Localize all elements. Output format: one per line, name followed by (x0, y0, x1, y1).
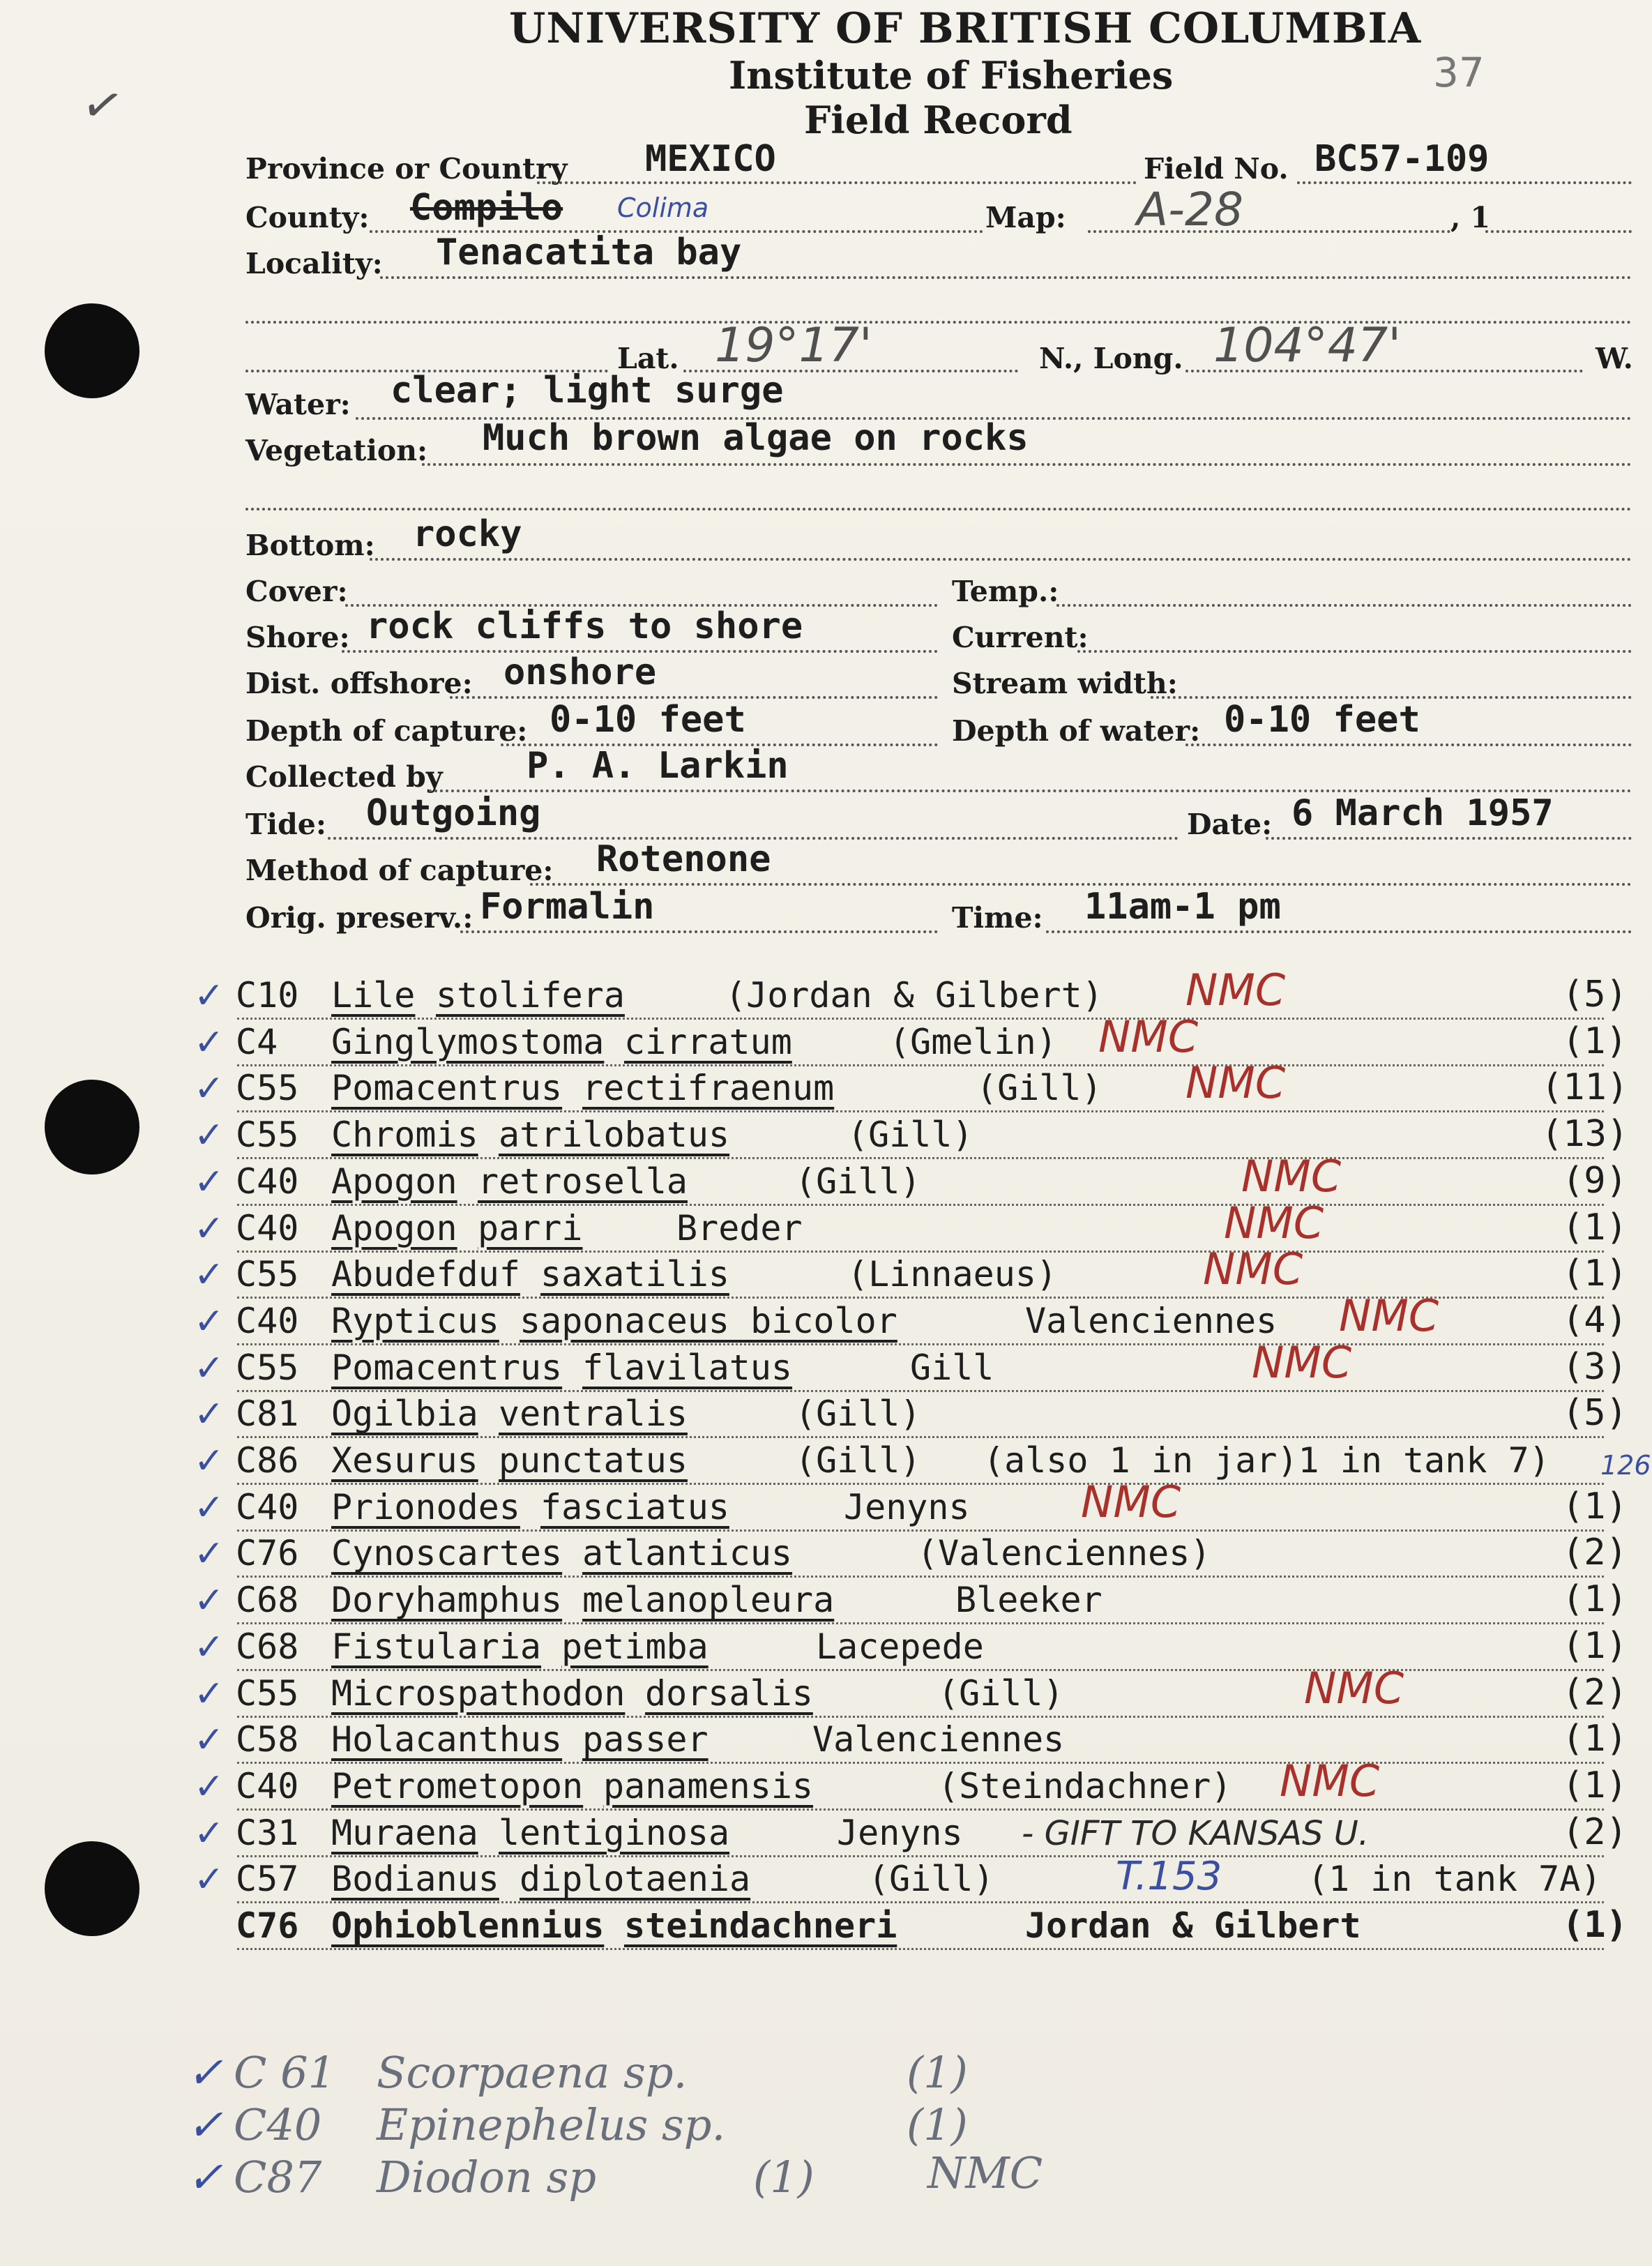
species-row (0, 1854, 1652, 1905)
row-line (237, 1529, 1604, 1532)
species-note: T.153 (1116, 1854, 1222, 1900)
check-mark-icon: ✓ (194, 1580, 225, 1622)
species-author: (Gill) (868, 1859, 994, 1900)
species-genus: Petrometopon (331, 1765, 584, 1806)
species-code: C55 (236, 1068, 299, 1109)
species-code: C40 (236, 1765, 299, 1806)
row-line (237, 1855, 1604, 1857)
row-line (237, 1622, 1604, 1624)
check-mark-icon: ✓ (194, 1765, 225, 1808)
check-mark-icon: ✓ (194, 1533, 225, 1576)
species-epithet: rectifraenum (582, 1068, 835, 1109)
species-code: C57 (236, 1859, 299, 1900)
species-note: NMC (1224, 1197, 1324, 1248)
west-label: W. (1596, 342, 1633, 375)
species-author: Bleeker (955, 1580, 1102, 1621)
species-author: (Steindachner) (938, 1765, 1232, 1806)
species-row (0, 1580, 1652, 1626)
pencil-note: NMC (927, 2147, 1043, 2198)
species-genus: Microspathodon (331, 1672, 626, 1714)
species-epithet: retrosella (478, 1161, 688, 1202)
species-author: (Valenciennes) (917, 1533, 1211, 1574)
tide-label: Tide: (245, 808, 326, 841)
species-code: C86 (236, 1440, 299, 1481)
species-epithet: parri (478, 1207, 583, 1248)
species-count: (1) (1562, 1578, 1628, 1621)
species-row (0, 1150, 1652, 1207)
species-row (0, 1011, 1652, 1068)
species-epithet: saponaceus bicolor (520, 1300, 897, 1341)
species-author: Gill (910, 1347, 994, 1388)
pencil-code: C87 (234, 2152, 322, 2203)
check-mark-icon: ✓ (187, 2152, 223, 2203)
species-epithet: petimba (561, 1626, 708, 1667)
vegetation-value: Much brown algae on rocks (483, 417, 1029, 459)
species-code: C10 (236, 975, 299, 1015)
bottom-label: Bottom: (245, 529, 375, 562)
check-mark-icon: ✓ (194, 1300, 225, 1343)
species-note: NMC (1280, 1755, 1380, 1806)
species-genus: Abudefduf (331, 1254, 520, 1295)
species-epithet: melanopleura (582, 1580, 835, 1621)
species-count: (9) (1562, 1159, 1628, 1202)
species-code: C55 (236, 1115, 299, 1156)
orig-preserv-label: Orig. preserv.: (245, 901, 473, 935)
species-genus: Bodianus (331, 1859, 499, 1900)
locality-line (380, 276, 1632, 279)
species-author: Valenciennes (1025, 1300, 1278, 1341)
species-row (0, 1057, 1652, 1114)
species-code: C55 (236, 1347, 299, 1388)
species-note: NMC (1098, 1011, 1199, 1062)
province-value: MEXICO (645, 138, 776, 180)
species-genus: Holacanthus (331, 1719, 563, 1760)
species-author: (Gill) (847, 1115, 973, 1156)
date-label: Date: (1187, 808, 1273, 841)
species-epithet: lentiginosa (499, 1812, 730, 1853)
species-code: C40 (236, 1300, 299, 1341)
tide-value: Outgoing (366, 792, 541, 834)
row-line (237, 1483, 1604, 1485)
field-no-label: Field No. (1144, 152, 1289, 186)
date-value: 6 March 1957 (1291, 792, 1554, 834)
current-label: Current: (952, 621, 1089, 654)
species-author: Lacepede (816, 1626, 984, 1667)
species-note: NMC (1081, 1476, 1181, 1527)
map-label: Map: (985, 201, 1066, 234)
species-author: Breder (676, 1207, 803, 1248)
species-author: (Jordan & Gilbert) (725, 975, 1103, 1015)
species-count: (5) (1562, 1392, 1628, 1435)
row-line (237, 1436, 1604, 1438)
species-note: NMC (1252, 1336, 1352, 1388)
species-genus: Ginglymostoma (331, 1021, 605, 1062)
species-count: (1) (1562, 1253, 1628, 1295)
species-genus: Doryhamphus (331, 1580, 563, 1621)
depth-capture-label: Depth of capture: (245, 714, 528, 748)
species-row (0, 1440, 1652, 1486)
bottom-value: rocky (413, 513, 522, 555)
check-mark-icon: ✓ (187, 2047, 223, 2098)
row-line (237, 1901, 1604, 1903)
map-suffix-line (1485, 230, 1632, 233)
punch-hole (45, 303, 139, 398)
row-line (237, 1762, 1604, 1764)
pencil-name: Diodon sp (377, 2152, 597, 2203)
check-mark-icon: ✓ (194, 1440, 225, 1482)
vegetation-line (422, 463, 1632, 466)
species-author: Jenyns (844, 1486, 970, 1527)
species-row (0, 1533, 1652, 1579)
species-epithet: atrilobatus (499, 1115, 730, 1156)
species-row (0, 965, 1652, 1021)
time-label: Time: (952, 901, 1043, 935)
pencil-count: (1) (753, 2152, 814, 2203)
dist-offshore-label: Dist. offshore: (245, 667, 473, 700)
row-line (237, 1808, 1604, 1811)
species-row (0, 1813, 1652, 1859)
stream-width-label: Stream width: (952, 667, 1178, 700)
species-extra-note: (1 in tank 7A) (1308, 1859, 1602, 1900)
pencil-code: C 61 (234, 2047, 336, 2098)
species-genus: Ogilbia (331, 1393, 478, 1435)
species-count: (1) (1562, 1624, 1628, 1667)
species-author: (Gill) (795, 1440, 921, 1481)
university-title: UNIVERSITY OF BRITISH COLUMBIA (509, 4, 1422, 53)
method-label: Method of capture: (245, 854, 554, 887)
province-line (537, 181, 1137, 184)
species-count: (2) (1562, 1671, 1628, 1714)
check-mark-icon: ✓ (194, 1115, 225, 1157)
species-genus: Pomacentrus (331, 1068, 563, 1109)
species-count: (1) (1562, 1904, 1628, 1946)
row-line (237, 1251, 1604, 1253)
shore-label: Shore: (245, 621, 350, 654)
lat-value: 19°17' (715, 318, 872, 373)
water-label: Water: (245, 388, 351, 421)
species-note: - GIFT TO KANSAS U. (1022, 1813, 1370, 1853)
row-line (237, 1157, 1604, 1159)
map-value: A-28 (1137, 183, 1243, 236)
shore-value: rock cliffs to shore (366, 605, 803, 647)
species-code: C55 (236, 1672, 299, 1714)
species-code: C40 (236, 1486, 299, 1527)
species-genus: Rypticus (331, 1300, 499, 1341)
vegetation-label: Vegetation: (245, 434, 428, 467)
species-code: C4 (236, 1021, 278, 1062)
check-mark-icon: ✓ (194, 1161, 225, 1203)
row-line (237, 1576, 1604, 1578)
county-struck-value: Compilo (410, 187, 563, 229)
species-genus: Muraena (331, 1812, 478, 1853)
species-epithet: saxatilis (540, 1254, 729, 1295)
temp-label: Temp.: (952, 575, 1059, 608)
species-author: (Gmelin) (889, 1021, 1057, 1062)
species-count: (1) (1562, 1485, 1628, 1527)
pencil-count: (1) (907, 2099, 968, 2150)
check-mark-icon: ✓ (194, 1347, 225, 1389)
row-line (237, 1343, 1604, 1345)
species-row (0, 1115, 1652, 1161)
province-label: Province or Country (245, 152, 568, 186)
pencil-count: (1) (907, 2047, 968, 2098)
species-author: Valenciennes (812, 1719, 1065, 1760)
species-count: (5) (1562, 974, 1628, 1015)
method-line (530, 883, 1632, 886)
institute-title: Institute of Fisheries (729, 53, 1174, 98)
species-epithet: passer (582, 1719, 708, 1760)
species-author: Jordan & Gilbert (1025, 1905, 1361, 1946)
species-note: NMC (1203, 1244, 1303, 1295)
species-count: (2) (1562, 1811, 1628, 1853)
species-epithet: dorsalis (645, 1672, 813, 1714)
page-number: 37 (1433, 49, 1485, 96)
species-code: C58 (236, 1719, 299, 1760)
time-line (1046, 930, 1632, 933)
species-genus: Apogon (331, 1207, 457, 1248)
species-code: C76 (236, 1533, 299, 1574)
row-line (237, 1716, 1604, 1718)
species-count: (4) (1562, 1299, 1628, 1341)
species-author: (Gill) (795, 1161, 921, 1202)
check-mark-icon: ✓ (194, 1672, 225, 1715)
orig-preserv-value: Formalin (480, 886, 655, 928)
locality-label: Locality: (245, 247, 383, 280)
species-code: C40 (236, 1207, 299, 1248)
record-title: Field Record (804, 98, 1073, 142)
species-count: (2) (1562, 1532, 1628, 1574)
pencil-code: C40 (234, 2099, 322, 2150)
county-label: County: (245, 201, 370, 234)
species-row (0, 1662, 1652, 1719)
field-no-value: BC57-109 (1314, 138, 1490, 180)
locality-value: Tenacatita bay (436, 232, 742, 273)
vegetation-line-2 (245, 508, 1632, 511)
species-row (0, 1336, 1652, 1393)
row-line (237, 1064, 1604, 1066)
county-handwritten: Colima (617, 192, 709, 223)
field-no-line (1297, 181, 1632, 184)
water-value: clear; light surge (391, 370, 784, 411)
species-note: NMC (1185, 965, 1286, 1015)
check-mark-icon: ✓ (194, 1626, 225, 1668)
species-genus: Cynoscartes (331, 1533, 563, 1574)
bottom-line (370, 558, 1632, 561)
time-value: 11am-1 pm (1084, 886, 1281, 928)
species-code: C40 (236, 1161, 299, 1202)
species-count: 126 (1600, 1450, 1651, 1481)
temp-line (1056, 604, 1632, 607)
species-epithet: punctatus (499, 1440, 688, 1481)
species-code: C31 (236, 1812, 299, 1853)
row-line (237, 1204, 1604, 1206)
species-author: (Gill) (938, 1672, 1064, 1714)
species-code: C68 (236, 1580, 299, 1621)
species-count: (1) (1562, 1764, 1628, 1806)
species-row (0, 1393, 1652, 1440)
species-row (0, 1290, 1652, 1347)
check-mark-icon: ✓ (194, 1393, 225, 1436)
species-epithet: flavilatus (582, 1347, 793, 1388)
species-count: (1) (1562, 1020, 1628, 1062)
lat-label: Lat. (617, 342, 679, 375)
species-genus: Xesurus (331, 1440, 478, 1481)
check-mark-icon: ✓ (194, 1719, 225, 1762)
cover-label: Cover: (245, 575, 348, 608)
species-author: (Gill) (976, 1068, 1102, 1109)
dist-offshore-value: onshore (503, 651, 657, 693)
depth-capture-value: 0-10 feet (550, 699, 746, 741)
species-row (0, 1626, 1652, 1672)
species-count: (13) (1541, 1113, 1629, 1156)
species-row (0, 1719, 1652, 1765)
species-epithet: diplotaenia (520, 1859, 751, 1900)
locality-line-2 (245, 321, 1632, 324)
date-line (1266, 837, 1632, 840)
species-genus: Fistularia (331, 1626, 542, 1667)
species-count: (1) (1562, 1718, 1628, 1760)
species-epithet: cirratum (624, 1021, 792, 1062)
row-line (237, 1390, 1604, 1392)
species-genus: Lile (331, 975, 416, 1015)
species-row (0, 1197, 1652, 1254)
row-line (237, 1948, 1604, 1950)
species-genus: Chromis (331, 1115, 478, 1156)
check-mark-icon: ✓ (194, 1812, 225, 1855)
orig-preserv-line (460, 930, 938, 933)
species-code: C81 (236, 1393, 299, 1435)
species-note: NMC (1185, 1057, 1286, 1109)
species-genus: Apogon (331, 1161, 457, 1202)
check-mark-icon: ✓ (194, 975, 225, 1017)
long-value: 104°47' (1213, 318, 1402, 373)
species-count: (3) (1562, 1345, 1628, 1388)
check-mark-icon: ✓ (194, 1021, 225, 1064)
depth-water-value: 0-10 feet (1224, 699, 1420, 741)
collected-by-value: P. A. Larkin (526, 745, 789, 787)
species-row (0, 1476, 1652, 1533)
row-line (237, 1018, 1604, 1020)
species-epithet: panamensis (603, 1765, 814, 1806)
check-mark-icon: ✓ (194, 1254, 225, 1297)
check-mark-icon: ✓ (194, 1486, 225, 1529)
pencil-name: Scorpaena sp. (377, 2047, 688, 2098)
species-genus: Prionodes (331, 1486, 520, 1527)
species-note: NMC (1339, 1290, 1439, 1341)
species-author: (Gill) (795, 1393, 921, 1435)
check-mark-icon: ✓ (194, 1859, 225, 1901)
species-epithet: fasciatus (540, 1486, 729, 1527)
species-row (0, 1755, 1652, 1812)
row-line (237, 1110, 1604, 1112)
species-note: NMC (1304, 1662, 1404, 1714)
species-row (0, 1905, 1652, 1951)
species-author: (Linnaeus) (847, 1254, 1058, 1295)
species-epithet: stolifera (436, 975, 625, 1015)
species-epithet: steindachneri (624, 1905, 897, 1946)
species-note: (also 1 in jar)1 in tank 7) (983, 1440, 1550, 1481)
species-author: Jenyns (837, 1812, 963, 1853)
species-code: C76 (236, 1905, 299, 1946)
pencil-name: Epinephelus sp. (377, 2099, 726, 2150)
method-value: Rotenone (596, 838, 771, 880)
depth-water-line (1185, 743, 1632, 746)
species-epithet: atlanticus (582, 1533, 793, 1574)
species-count: (11) (1541, 1066, 1629, 1109)
species-count: (1) (1562, 1206, 1628, 1248)
check-mark-icon: ✓ (194, 1207, 225, 1250)
map-suffix: , 1 (1450, 201, 1491, 234)
species-code: C55 (236, 1254, 299, 1295)
check-mark-icon: ✓ (194, 1068, 225, 1110)
species-genus: Pomacentrus (331, 1347, 563, 1388)
current-line (1077, 650, 1632, 653)
depth-water-label: Depth of water: (952, 714, 1201, 748)
long-label: N., Long. (1039, 342, 1183, 375)
species-note: NMC (1241, 1150, 1342, 1202)
check-mark-icon: ✓ (187, 2099, 223, 2150)
species-code: C68 (236, 1626, 299, 1667)
collected-by-label: Collected by (245, 760, 443, 794)
species-epithet: ventralis (499, 1393, 688, 1435)
species-genus: Ophioblennius (331, 1905, 605, 1946)
check-mark-icon: ✓ (77, 73, 129, 138)
